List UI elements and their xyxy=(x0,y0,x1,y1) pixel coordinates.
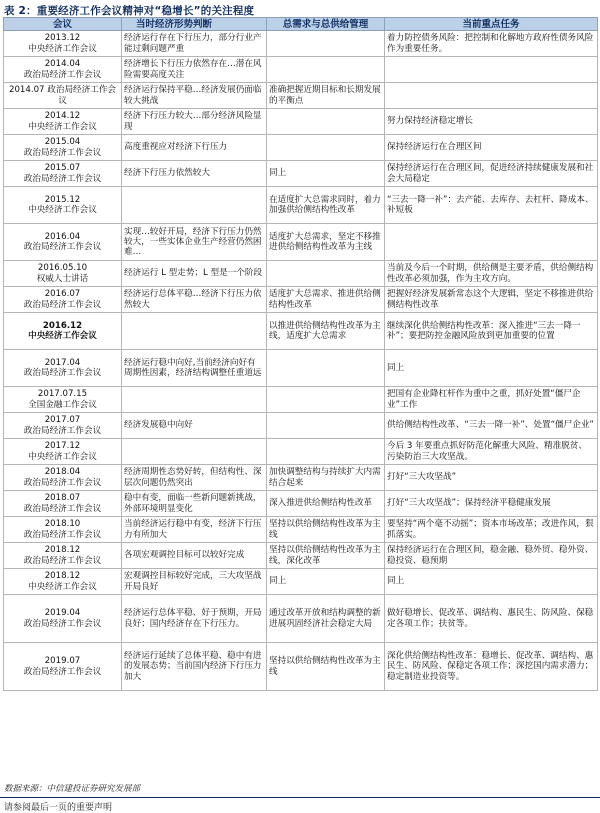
meeting-cell: 2018.12 中央经济工作会议 xyxy=(4,569,122,595)
demand-supply-cell: 准确把握近期目标和长期发展的平衡点 xyxy=(267,83,385,109)
demand-supply-cell xyxy=(267,413,385,439)
demand-supply-cell: 通过改革开放和结构调整的新进展巩固经济社会稳定大局 xyxy=(267,595,385,643)
meeting-cell: 2016.04 政治局经济工作会议 xyxy=(4,224,122,261)
tasks-cell: 打好“三大攻坚战” xyxy=(385,465,598,491)
tasks-cell: 供给侧结构性改革、“三去一降一补”、处置“僵尸企业” xyxy=(385,413,598,439)
demand-supply-cell: 在适度扩大总需求同时，着力加强供给侧结构性改革 xyxy=(267,187,385,224)
demand-supply-cell xyxy=(267,31,385,57)
tasks-cell: 着力防控债务风险：把控制和化解地方政府性债务风险作为重要任务。 xyxy=(385,31,598,57)
table-title: 表 2：重要经济工作会议精神对“稳增长”的关注程度 xyxy=(4,5,255,17)
meeting-cell: 2019.07 政治局经济工作会议 xyxy=(4,643,122,691)
meeting-cell: 2015.12 中央经济工作会议 xyxy=(4,187,122,224)
judgment-cell: 经济运行保持平稳…经济发展仍面临较大挑战 xyxy=(122,83,267,109)
table-row xyxy=(4,543,598,569)
demand-supply-cell: 同上 xyxy=(267,569,385,595)
tasks-cell xyxy=(385,57,598,83)
tasks-cell: 继续深化供给侧结构性改革：深入推进“三去一降一补”；要把防控金融风险放到更加重要的位置 xyxy=(385,313,598,350)
meeting-cell: 2019.04 政治局经济工作会议 xyxy=(4,595,122,643)
meeting-cell: 2013.12 中央经济工作会议 xyxy=(4,31,122,57)
meeting-cell: 2017.07 政治局经济工作会议 xyxy=(4,413,122,439)
table-row xyxy=(4,350,598,387)
table-row xyxy=(4,595,598,643)
demand-supply-cell: 深入推进供给侧结构性改革 xyxy=(267,491,385,517)
tasks-cell: 深化供给侧结构性改革：稳增长、促改革、调结构、惠民生、防风险、保稳定各项工作；深挖国内需求潜力；稳定制造业投资等。 xyxy=(385,643,598,691)
judgment-cell: 经济运行总体平稳、好于预期，开局良好；国内经济存在下行压力。 xyxy=(122,595,267,643)
demand-supply-cell: 坚持以供给侧结构性改革为主线 xyxy=(267,517,385,543)
meeting-cell: 2017.07.15 全国金融工作会议 xyxy=(4,387,122,413)
judgment-cell: 当前经济运行稳中有变，经济下行压力有所加大 xyxy=(122,517,267,543)
table-row xyxy=(4,643,598,691)
judgment-cell: 经济运行总体平稳…经济下行压力依然较大 xyxy=(122,287,267,313)
judgment-cell: 稳中有变，面临一些新问题新挑战，外部环境明显变化 xyxy=(122,491,267,517)
tasks-cell: 今后 3 年要重点抓好防范化解重大风险、精准脱贫、污染防治三大攻坚战。 xyxy=(385,439,598,465)
demand-supply-cell xyxy=(267,387,385,413)
tasks-cell: 努力保持经济稳定增长 xyxy=(385,109,598,135)
table-header-row xyxy=(4,18,598,31)
meeting-cell: 2015.04 政治局经济工作会议 xyxy=(4,135,122,161)
judgment-cell xyxy=(122,387,267,413)
demand-supply-cell: 坚持以供给侧结构性改革为主线 xyxy=(267,643,385,691)
tasks-cell: 同上 xyxy=(385,350,598,387)
tasks-cell: 保持经济运行在合理区间，促进经济持续健康发展和社会大局稳定 xyxy=(385,161,598,187)
tasks-cell xyxy=(385,83,598,109)
demand-supply-cell: 以推进供给侧结构性改革为主线，适度扩大总需求 xyxy=(267,313,385,350)
judgment-cell: 各项宏观调控目标可以较好完成 xyxy=(122,543,267,569)
tasks-cell: 同上 xyxy=(385,569,598,595)
demand-supply-cell: 坚持以供给侧结构性改革为主线，深化改革 xyxy=(267,543,385,569)
judgment-cell: 宏观调控目标较好完成，三大攻坚战开局良好 xyxy=(122,569,267,595)
demand-supply-cell xyxy=(267,350,385,387)
tasks-cell: “三去一降一补”：去产能、去库存、去杠杆、降成本、补短板 xyxy=(385,187,598,224)
meeting-cell: 2015.07 政治局经济工作会议 xyxy=(4,161,122,187)
meeting-cell: 2016.12 中央经济工作会议 xyxy=(4,313,122,350)
meeting-cell: 2014.12 中央经济工作会议 xyxy=(4,109,122,135)
judgment-cell: 经济下行压力较大…部分经济风险显现 xyxy=(122,109,267,135)
table-row xyxy=(4,517,598,543)
table-row xyxy=(4,135,598,161)
meeting-cell: 2018.12 政治局经济工作会议 xyxy=(4,543,122,569)
tasks-cell: 保持经济运行在合理区间 xyxy=(385,135,598,161)
tasks-cell: 当前及今后一个时期，供给侧是主要矛盾，供给侧结构性改革必须加强，作为主攻方向。 xyxy=(385,261,598,287)
meeting-cell: 2017.12 中央经济工作会议 xyxy=(4,439,122,465)
table-row xyxy=(4,465,598,491)
judgment-cell: 经济运行延续了总体平稳、稳中有进的发展态势；当前国内经济下行压力加大 xyxy=(122,643,267,691)
table-row xyxy=(4,83,598,109)
header-tasks: 当前重点任务 xyxy=(385,18,598,31)
table-row xyxy=(4,261,598,287)
judgment-cell: 经济增长下行压力依然存在…潜在风险需要高度关注 xyxy=(122,57,267,83)
header-demand-supply: 总需求与总供给管理 xyxy=(267,18,385,31)
demand-supply-cell xyxy=(267,261,385,287)
table-row xyxy=(4,413,598,439)
tasks-cell: 要坚持“两个毫不动摇”；资本市场改革；改进作风，狠抓落实。 xyxy=(385,517,598,543)
table-row xyxy=(4,569,598,595)
demand-supply-cell xyxy=(267,57,385,83)
meeting-cell: 2018.07 政治局经济工作会议 xyxy=(4,491,122,517)
table-row xyxy=(4,439,598,465)
header-meeting: 会议 xyxy=(4,18,122,31)
tasks-cell: 打好“三大攻坚战”；保持经济平稳健康发展 xyxy=(385,491,598,517)
data-source: 数据来源：中信建投证券研究发展部 xyxy=(4,784,141,794)
judgment-cell: 经济运行 L 型走势；L 型是一个阶段 xyxy=(122,261,267,287)
table-row xyxy=(4,31,598,57)
table-row xyxy=(4,387,598,413)
meetings-table xyxy=(3,17,598,691)
meeting-cell: 2018.10 政治局经济工作会议 xyxy=(4,517,122,543)
judgment-cell: 实现…较好开局，经济下行压力仍然较大，一些实体企业生产经营仍然困难… xyxy=(122,224,267,261)
demand-supply-cell: 同上 xyxy=(267,161,385,187)
judgment-cell: 高度重视应对经济下行压力 xyxy=(122,135,267,161)
table-row xyxy=(4,109,598,135)
tasks-cell: 做好稳增长、促改革、调结构、惠民生、防风险、保稳定各项工作；扶贫等。 xyxy=(385,595,598,643)
footer-disclaimer: 请参阅最后一页的重要声明 xyxy=(4,803,113,813)
judgment-cell: 经济周期性态势好转，但结构性、深层次问题仍然突出 xyxy=(122,465,267,491)
judgment-cell: 经济运行存在下行压力，部分行业产能过剩问题严重 xyxy=(122,31,267,57)
meeting-cell: 2017.04 政治局经济工作会议 xyxy=(4,350,122,387)
judgment-cell xyxy=(122,313,267,350)
table-row xyxy=(4,187,598,224)
tasks-cell: 把握好经济发展新常态这个大逻辑，坚定不移推进供给侧结构性改革 xyxy=(385,287,598,313)
table-row xyxy=(4,313,598,350)
meeting-cell: 2014.04 政治局经济工作会议 xyxy=(4,57,122,83)
judgment-cell: 经济发展稳中向好 xyxy=(122,413,267,439)
demand-supply-cell: 加快调整结构与持续扩大内需结合起来 xyxy=(267,465,385,491)
meeting-cell: 2014.07 政治局经济工作会议 xyxy=(4,83,122,109)
tasks-cell: 把国有企业降杠杆作为重中之重，抓好处置“僵尸企业”工作 xyxy=(385,387,598,413)
meeting-cell: 2016.05.10 权威人士讲话 xyxy=(4,261,122,287)
table-row xyxy=(4,57,598,83)
demand-supply-cell xyxy=(267,135,385,161)
demand-supply-cell xyxy=(267,109,385,135)
tasks-cell xyxy=(385,224,598,261)
demand-supply-cell: 适度扩大总需求，坚定不移推进供给侧结构性改革为主线 xyxy=(267,224,385,261)
meeting-cell: 2016.07 政治局经济工作会议 xyxy=(4,287,122,313)
meeting-cell: 2018.04 政治局经济工作会议 xyxy=(4,465,122,491)
table-row xyxy=(4,491,598,517)
judgment-cell: 经济运行稳中向好,当前经济向好有周期性因素，经济结构调整任重道远 xyxy=(122,350,267,387)
table-row xyxy=(4,287,598,313)
judgment-cell xyxy=(122,439,267,465)
judgment-cell xyxy=(122,187,267,224)
judgment-cell: 经济下行压力依然较大 xyxy=(122,161,267,187)
footer-divider xyxy=(0,797,600,798)
header-judgment: 当时经济形势判断 xyxy=(122,18,267,31)
tasks-cell: 保持经济运行在合理区间，稳金融、稳外贸、稳外资、稳投资、稳预期 xyxy=(385,543,598,569)
demand-supply-cell xyxy=(267,439,385,465)
table-row xyxy=(4,224,598,261)
table-row xyxy=(4,161,598,187)
demand-supply-cell: 适度扩大总需求、推进供给侧结构性改革 xyxy=(267,287,385,313)
